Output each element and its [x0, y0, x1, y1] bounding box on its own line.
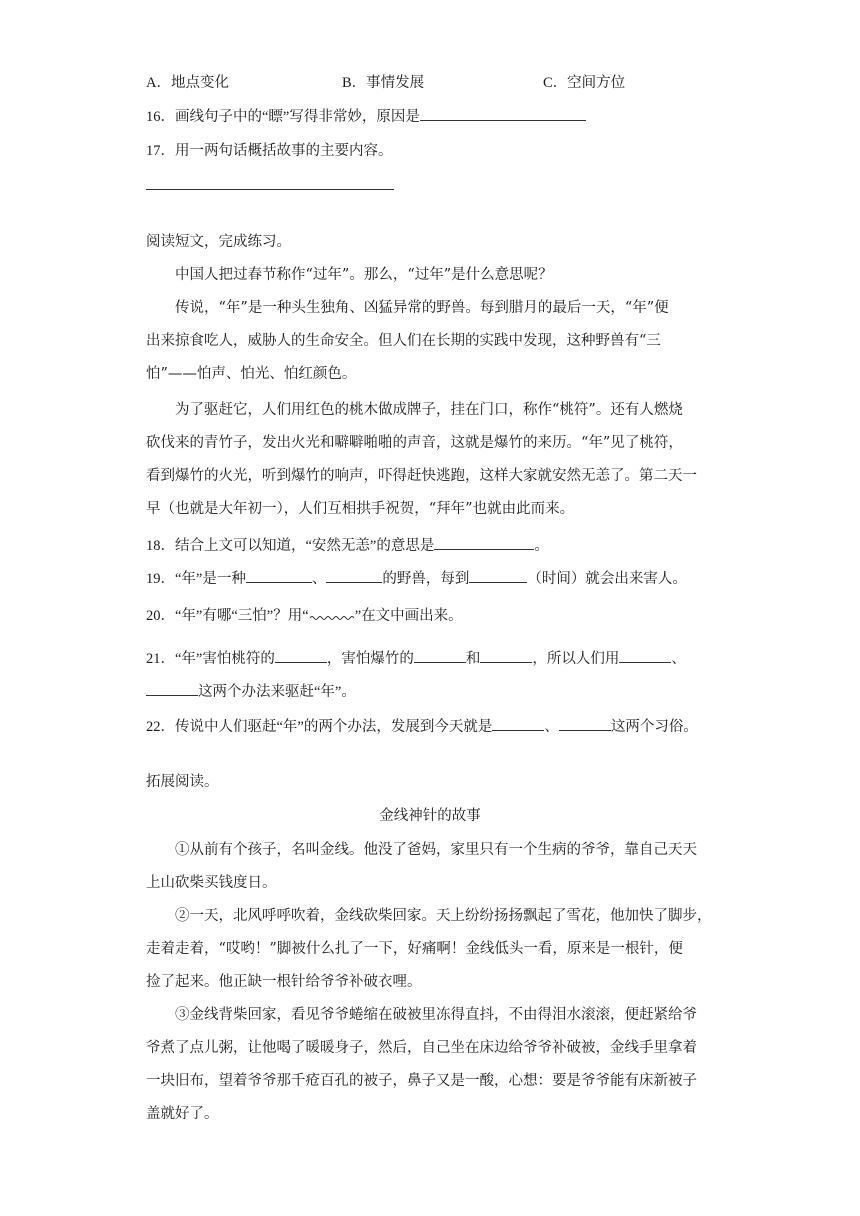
answer-line[interactable] — [146, 189, 394, 190]
question-17: 17．用一两句话概括故事的主要内容。 — [146, 143, 393, 159]
question-22: 22．传说中人们驱赶“年”的两个办法，发展到今天就是 、 这两个习俗。 — [146, 716, 698, 737]
section-intro: 拓展阅读。 — [146, 774, 219, 790]
passage-paragraph: 出来掠食吃人，威胁人的生命安全。但人们在长期的实践中发现，这种野兽有“三 — [146, 333, 661, 349]
story-paragraph: ③金线背柴回家，看见爷爷蜷缩在破被里冻得直抖，不由得泪水滚滚，便赶紧给爷 — [175, 1007, 697, 1023]
answer-blank[interactable] — [414, 648, 466, 663]
story-paragraph: ①从前有个孩子，名叫金线。他没了爸妈，家里只有一个生病的爷爷，靠自己天天 — [175, 842, 697, 858]
answer-blank[interactable] — [246, 568, 312, 583]
wavy-underline-icon — [309, 612, 355, 622]
answer-blank[interactable] — [434, 535, 534, 550]
answer-blank[interactable] — [480, 648, 532, 663]
story-title: 金线神针的故事 — [379, 808, 481, 824]
question-20: 20．“年”有哪“三怕”？用“ ”在文中画出来。 — [146, 608, 463, 624]
story-paragraph: 爷煮了点儿粥，让他喝了暖暖身子，然后，自己坐在床边给爷爷补破被，金线手里拿着 — [146, 1040, 697, 1056]
story-paragraph: 一块旧布，望着爷爷那千疮百孔的被子，鼻子又是一酸，心想：要是爷爷能有床新被子 — [146, 1073, 697, 1089]
answer-blank[interactable] — [420, 106, 586, 121]
passage-paragraph: 早（也就是大年初一），人们互相拱手祝贺，“拜年”也就由此而来。 — [146, 501, 575, 517]
answer-blank[interactable] — [275, 648, 327, 663]
passage-paragraph: 中国人把过春节称作“过年”。那么，“过年”是什么意思呢？ — [175, 267, 553, 283]
answer-blank[interactable] — [619, 648, 671, 663]
answer-blank[interactable] — [469, 568, 527, 583]
question-21-cont: 这两个办法来驱赶“年”。 — [146, 681, 356, 702]
answer-blank[interactable] — [326, 568, 382, 583]
passage-paragraph: 怕”——怕声、怕光、怕红颜色。 — [146, 366, 357, 382]
question-18: 18．结合上文可以知道，“安然无恙”的意思是 。 — [146, 535, 549, 556]
passage-paragraph: 砍伐来的青竹子，发出火光和噼噼啪啪的声音，这就是爆竹的来历。“年”见了桃符， — [146, 435, 683, 451]
passage-paragraph: 为了驱赶它，人们用红色的桃木做成牌子，挂在门口，称作“桃符”。还有人燃烧 — [175, 402, 683, 418]
option-a: A．地点变化 — [146, 75, 229, 91]
story-paragraph: 走着走着，“哎哟！”脚被什么扎了一下，好痛啊！金线低头一看，原来是一根针，便 — [146, 941, 683, 957]
option-b: B．事情发展 — [342, 75, 425, 91]
answer-blank[interactable] — [146, 681, 198, 696]
section-intro: 阅读短文，完成练习。 — [146, 234, 291, 250]
story-paragraph: 捡了起来。他正缺一根针给爷爷补破衣哩。 — [146, 974, 422, 990]
question-21: 21．“年”害怕桃符的 ，害怕爆竹的 和 ，所以人们用 、 — [146, 648, 686, 669]
answer-blank[interactable] — [492, 716, 544, 731]
story-paragraph: ②一天，北风呼呼吹着，金线砍柴回家。天上纷纷扬扬飘起了雪花，他加快了脚步， — [175, 908, 712, 924]
passage-paragraph: 传说，“年”是一种头生独角、凶猛异常的野兽。每到腊月的最后一天，“年”便 — [175, 300, 669, 316]
story-paragraph: 上山砍柴买钱度日。 — [146, 875, 277, 891]
question-16-text: 16．画线句子中的“瞟”写得非常妙，原因是 — [146, 109, 420, 125]
question-19: 19．“年”是一种 、 的野兽，每到 （时间）就会出来害人。 — [146, 568, 687, 589]
answer-blank[interactable] — [559, 716, 611, 731]
question-16 — [146, 106, 586, 127]
story-paragraph: 盖就好了。 — [146, 1106, 219, 1122]
passage-paragraph: 看到爆竹的火光，听到爆竹的响声，吓得赶快逃跑，这样大家就安然无恙了。第二天一 — [146, 468, 697, 484]
option-c: C．空间方位 — [543, 75, 626, 91]
